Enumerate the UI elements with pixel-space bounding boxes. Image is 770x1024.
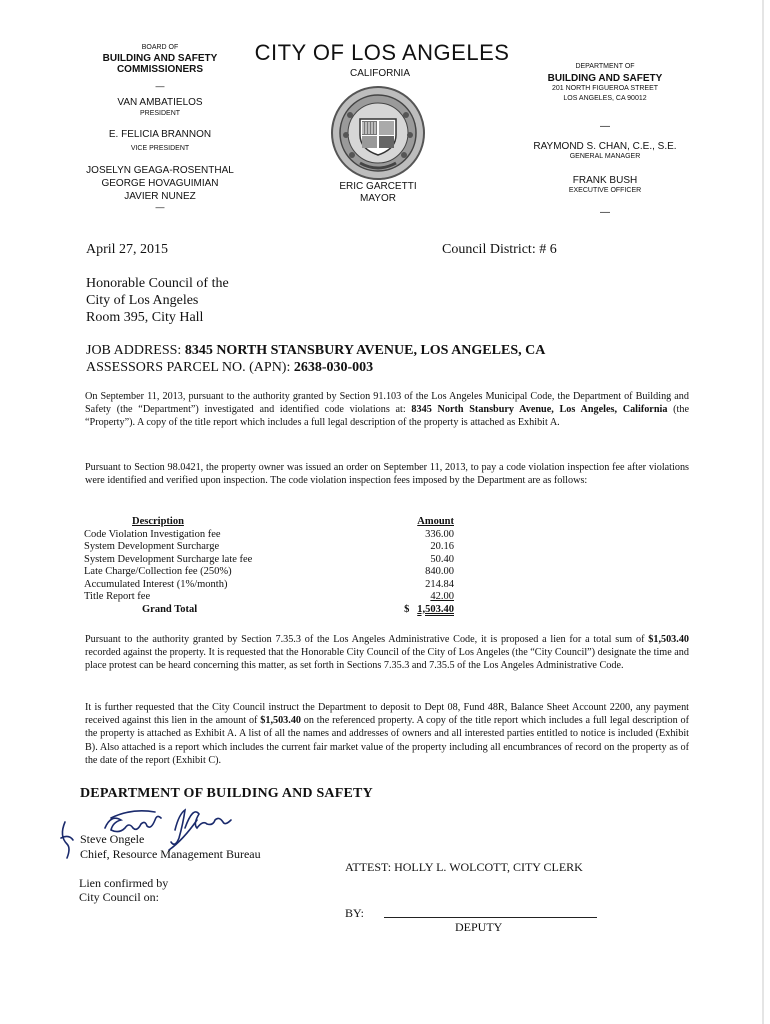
paragraph-fees: Pursuant to Section 98.0421, the property owner was issued an order on September 11, 2013, to pay a code violation inspection fee after violations were identified and verified upon inspection. The code violation inspection fees imposed by the Department are as follows: bbox=[85, 462, 689, 487]
executive-officer-title: EXECUTIVE OFFICER bbox=[568, 187, 642, 194]
letter-date: April 27, 2015 bbox=[86, 242, 169, 257]
fee-row bbox=[84, 554, 454, 567]
department-street: 201 NORTH FIGUEROA STREET bbox=[551, 85, 659, 92]
job-address-label: JOB ADDRESS: bbox=[86, 343, 182, 358]
fee-row bbox=[84, 566, 454, 579]
vice-president-title: VICE PRESIDENT bbox=[130, 145, 190, 152]
department-signature-heading: DEPARTMENT OF BUILDING AND SAFETY bbox=[80, 786, 373, 801]
paragraph-4-text: It is further requested that the City Council instruct the Department to deposit to Dept 08, Fund 48R, Balance Sheet Account 2200, any payment received against this lien in the amount of bbox=[85, 702, 689, 727]
board-of-label: BOARD OF bbox=[141, 44, 179, 51]
board-title-line1: BUILDING AND SAFETY bbox=[102, 53, 218, 64]
mayor-name: ERIC GARCETTI bbox=[339, 181, 417, 192]
fee-desc: System Development Surcharge late fee bbox=[84, 553, 253, 565]
property-address-bold: 8345 North Stansbury Avenue, Los Angeles, California bbox=[411, 404, 668, 416]
fee-desc: Title Report fee bbox=[84, 591, 151, 602]
fees-table bbox=[84, 516, 454, 616]
paragraph-lien-proposal bbox=[85, 633, 689, 673]
mayor-block bbox=[322, 181, 434, 205]
board-divider-bottom: — bbox=[155, 202, 165, 212]
council-district: Council District: # 6 bbox=[442, 242, 557, 257]
general-manager-name: RAYMOND S. CHAN, C.E., S.E. bbox=[533, 141, 677, 152]
city-seal-icon bbox=[330, 85, 426, 181]
apn-line bbox=[86, 359, 545, 376]
fees-header-row bbox=[84, 516, 454, 529]
commissioner-2: GEORGE HOVAGUIMIAN bbox=[101, 178, 219, 189]
board-divider: — bbox=[155, 81, 165, 91]
department-name: BUILDING AND SAFETY bbox=[547, 73, 663, 84]
addressee-line1: Honorable Council of the bbox=[86, 276, 229, 291]
grand-total-row bbox=[84, 604, 454, 617]
president-name: VAN AMBATIELOS bbox=[117, 97, 203, 108]
state-subtitle: CALIFORNIA bbox=[349, 68, 410, 79]
lien-confirmation bbox=[79, 876, 168, 904]
job-address-value: 8345 NORTH STANSBURY AVENUE, LOS ANGELES, CA bbox=[184, 343, 546, 358]
paragraph-1-text-end: (the “Property”). A copy of the title report which includes a full legal description of the property is attached as Exhibit A. bbox=[85, 404, 689, 429]
job-address-line bbox=[86, 342, 545, 359]
apn-label: ASSESSORS PARCEL NO. (APN): bbox=[86, 360, 291, 375]
signatory-name: Steve Ongele bbox=[80, 832, 145, 846]
grand-total-value: 1,503.40 bbox=[417, 603, 454, 615]
department-city: LOS ANGELES, CA 90012 bbox=[563, 95, 647, 102]
paragraph-1-text: On September 11, 2013, pursuant to the authority granted by Section 91.103 of the Los Angeles Municipal Code, the Department of Building and Safety (the “Department”) investigated and identified code violations at: bbox=[85, 391, 689, 416]
general-manager-title: GENERAL MANAGER bbox=[569, 153, 641, 160]
grand-total-amount bbox=[369, 604, 454, 617]
deputy-label: DEPUTY bbox=[455, 920, 503, 934]
department-block bbox=[522, 62, 688, 218]
fee-amount: 336.00 bbox=[425, 528, 454, 540]
paragraph-4-text-end: on the referenced property. A copy of the title report which includes a full legal description of the property is attached as Exhibit A. A list of all the names and addresses of owners and all interested parties entitled to notice is included (Exhibit B). Also attached is a report which includes the current fair market value of the property including all encumbrances of record on the property as of the date of the report (Exhibit C). bbox=[85, 715, 689, 766]
grand-total-label: Grand Total bbox=[142, 603, 198, 615]
fee-amount: 214.84 bbox=[425, 578, 454, 590]
board-title-line2: COMMISSIONERS bbox=[116, 64, 204, 75]
amount-header: Amount bbox=[417, 516, 454, 527]
by-label: BY: bbox=[345, 906, 364, 920]
lien-amount-bold: $1,503.40 bbox=[648, 634, 689, 645]
addressee-block bbox=[86, 275, 229, 326]
mayor-title: MAYOR bbox=[360, 193, 396, 204]
fee-desc: Accumulated Interest (1%/month) bbox=[84, 578, 228, 590]
fee-amount: 20.16 bbox=[430, 541, 454, 552]
paragraph-investigation bbox=[85, 390, 689, 430]
page-edge-shadow bbox=[762, 0, 764, 1024]
grand-total-currency: $ bbox=[404, 603, 410, 615]
fee-desc: System Development Surcharge bbox=[84, 541, 220, 552]
fee-amount: 42.00 bbox=[430, 591, 454, 602]
commissioner-1: JOSELYN GEAGA-ROSENTHAL bbox=[86, 165, 234, 176]
apn-value: 2638-030-003 bbox=[293, 360, 374, 375]
city-title: CITY OF LOS ANGELES bbox=[254, 40, 510, 65]
vice-president-name: E. FELICIA BRANNON bbox=[108, 129, 212, 140]
deposit-amount-bold: $1,503.40 bbox=[260, 715, 301, 727]
fee-amount: 50.40 bbox=[430, 553, 454, 565]
fee-amount: 840.00 bbox=[425, 566, 454, 577]
addressee-line2: City of Los Angeles bbox=[86, 293, 199, 308]
department-of-label: DEPARTMENT OF bbox=[575, 63, 635, 70]
fee-desc: Code Violation Investigation fee bbox=[84, 528, 221, 540]
addressee-line3: Room 395, City Hall bbox=[86, 310, 204, 325]
attest-line: ATTEST: HOLLY L. WOLCOTT, CITY CLERK bbox=[345, 860, 583, 874]
board-commissioners-block bbox=[60, 42, 260, 213]
fee-row bbox=[84, 591, 454, 604]
signatory-title: Chief, Resource Management Bureau bbox=[80, 847, 261, 861]
lien-line1: Lien confirmed by bbox=[79, 876, 169, 890]
fee-row bbox=[84, 579, 454, 592]
fee-row bbox=[84, 541, 454, 554]
president-title: PRESIDENT bbox=[139, 110, 181, 117]
commissioner-3: JAVIER NUNEZ bbox=[124, 191, 196, 202]
paragraph-3-text-end: recorded against the property. It is requested that the Honorable City Council of the City of Los Angeles (the “City Council”) designate the time and place protest can be heard concerning this matter, as set forth in Sections 7.35.3 and 7.35.5 of the Los Angeles Administrative Code. bbox=[85, 647, 689, 672]
department-divider: — bbox=[600, 121, 610, 132]
description-header: Description bbox=[132, 516, 184, 527]
deputy-signature-line bbox=[384, 917, 597, 918]
job-address-block bbox=[86, 342, 545, 376]
lien-line2: City Council on: bbox=[79, 890, 160, 904]
fee-desc: Late Charge/Collection fee (250%) bbox=[84, 566, 232, 577]
executive-officer-name: FRANK BUSH bbox=[572, 175, 638, 186]
department-divider-bottom: — bbox=[600, 207, 610, 218]
paragraph-deposit-request bbox=[85, 701, 689, 767]
signatory-block bbox=[80, 832, 261, 862]
paragraph-3-text: Pursuant to the authority granted by Section 7.35.3 of the Los Angeles Administrative Code, it is proposed a lien for a total sum of bbox=[85, 634, 649, 645]
fee-row bbox=[84, 529, 454, 542]
